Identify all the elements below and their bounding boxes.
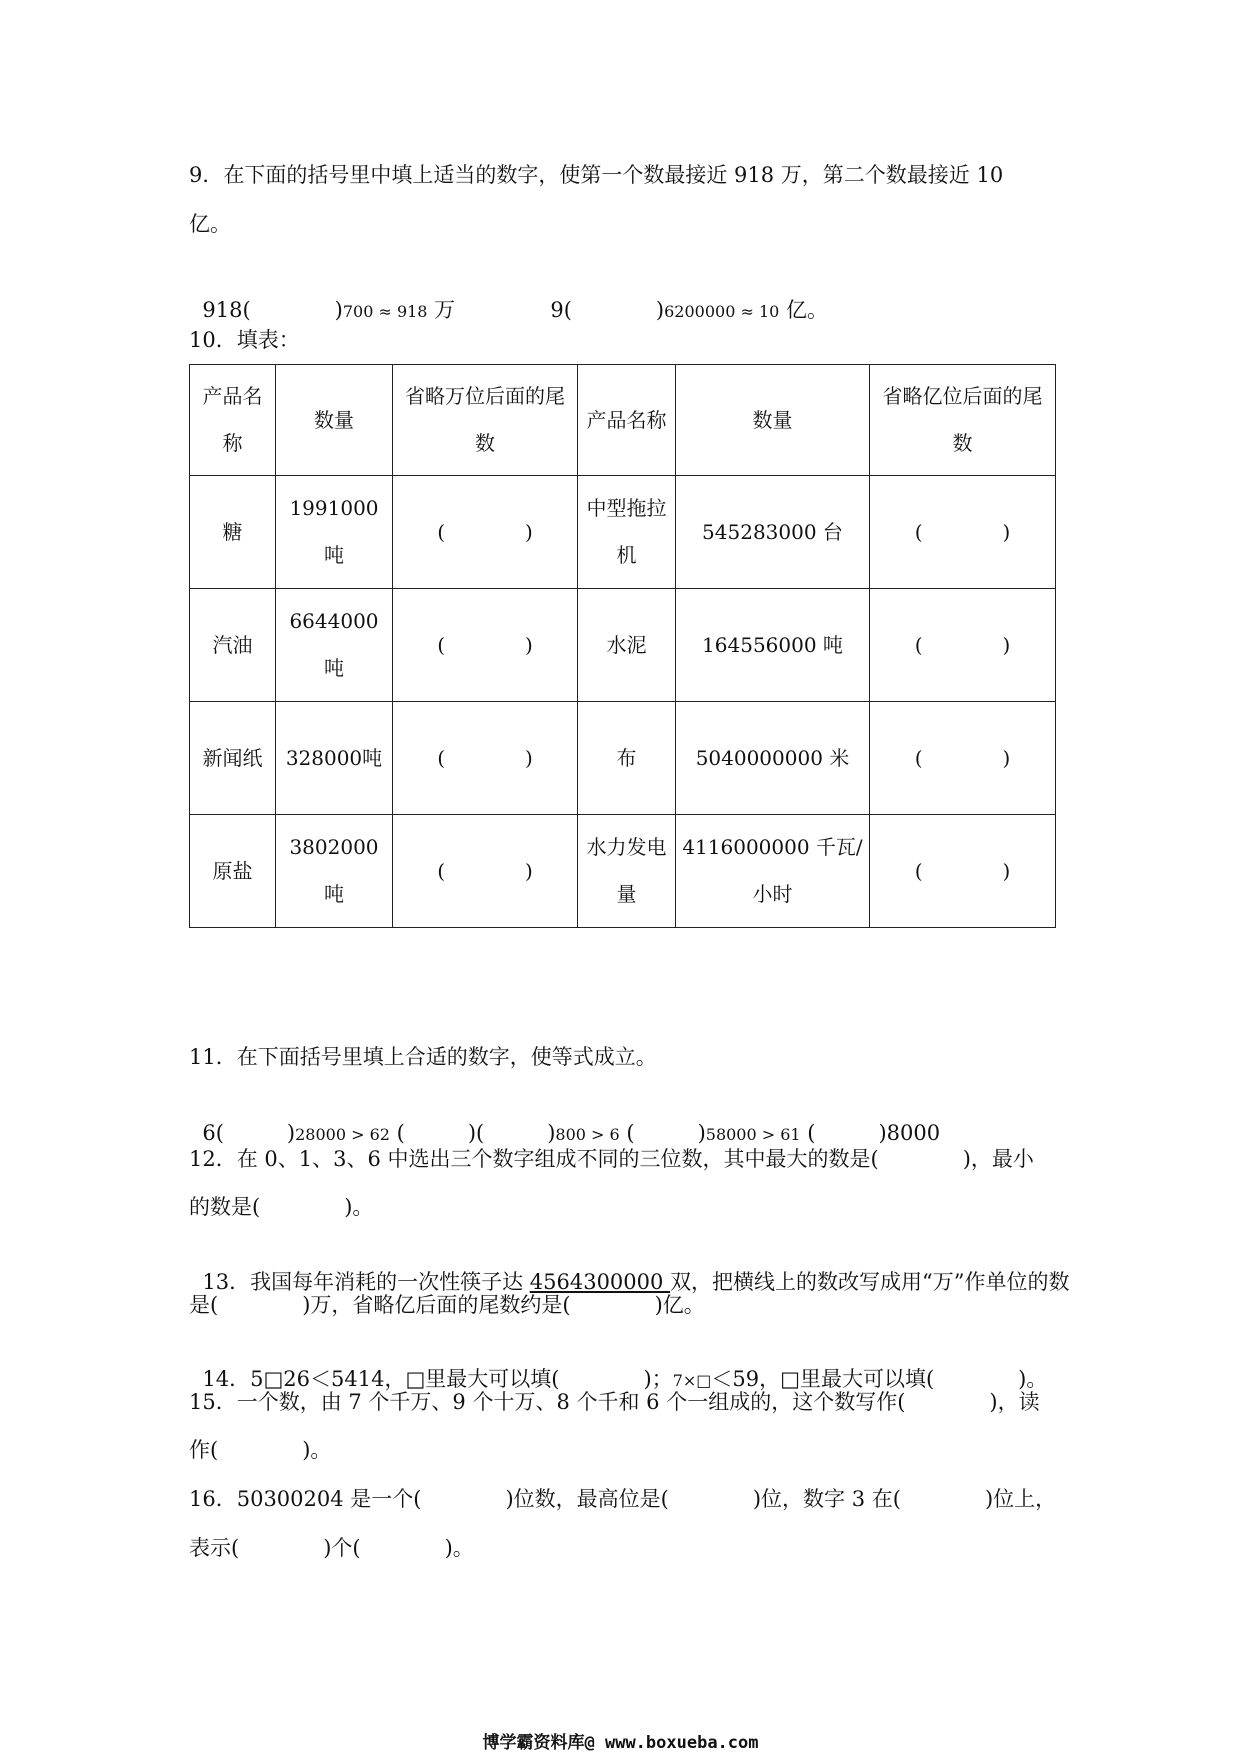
answer-blank[interactable]: ( ) — [870, 589, 1056, 702]
q9-line2: 亿。 — [189, 212, 231, 236]
q14-part-c: ＜59，□里最大可以填( )。 — [711, 1367, 1048, 1391]
q16-line1: 16．50300204 是一个( )位数，最高位是( )位，数字 3 在( )位上， — [189, 1487, 1057, 1511]
q14-part-b: 7×□ — [672, 1371, 712, 1390]
q9-line1: 9．在下面的括号里中填上适当的数字，使第一个数最接近 918 万，第二个数最接近 10 — [189, 163, 1004, 187]
q15-line1: 15．一个数，由 7 个千万、9 个十万、8 个千和 6 个一组成的，这个数写作( )，读 — [189, 1390, 1040, 1414]
q11-equations — [189, 1094, 940, 1148]
table-cell: 545283000 台 — [676, 476, 870, 589]
q9-eq-b-part1: 9( ) — [550, 298, 665, 322]
q10-title: 10．填表： — [189, 328, 300, 352]
table-cell: 1991000吨 — [276, 476, 393, 589]
header-cell: 省略亿位后面的尾数 — [870, 365, 1056, 476]
q14-line — [189, 1340, 1047, 1394]
product-table — [189, 364, 1056, 928]
q12-line2: 的数是( )。 — [189, 1195, 374, 1219]
header-cell: 数量 — [676, 365, 870, 476]
table-cell: 新闻纸 — [190, 702, 276, 815]
q13-post: 双，把横线上的数改写成用“万”作单位的数 — [670, 1270, 1070, 1294]
table-cell: 汽油 — [190, 589, 276, 702]
q11-part: 6( ) — [202, 1121, 296, 1145]
q11-part: ( )( ) — [389, 1121, 556, 1145]
q13-line1 — [189, 1243, 1070, 1295]
table-row — [190, 589, 1056, 702]
q15-line2: 作( )。 — [189, 1438, 332, 1462]
q9-eq-b-part2: 6200000 ≈ 10 — [664, 302, 780, 321]
q12-line1: 12．在 0、1、3、6 中选出三个数字组成不同的三位数，其中最大的数是( )，最小 — [189, 1147, 1034, 1171]
q11-part: 800 > 6 — [555, 1125, 620, 1144]
table-cell: 5040000000 米 — [676, 702, 870, 815]
table-cell: 164556000 吨 — [676, 589, 870, 702]
q13-line2: 是( )万，省略亿后面的尾数约是( )亿。 — [189, 1293, 705, 1317]
q9-eq-a-part1: 918( ) — [202, 298, 343, 322]
q9-equation-b — [537, 271, 828, 325]
table-cell: 4116000000 千瓦/小时 — [676, 815, 870, 928]
answer-blank[interactable]: ( ) — [393, 589, 578, 702]
q11-part: 58000 > 61 — [705, 1125, 801, 1144]
answer-blank[interactable]: ( ) — [393, 702, 578, 815]
table-header-row — [190, 365, 1056, 476]
q9-equation-a — [189, 271, 455, 325]
q11-line1: 11．在下面括号里填上合适的数字，使等式成立。 — [189, 1045, 657, 1069]
q11-part: ( ) — [619, 1121, 706, 1145]
answer-blank[interactable]: ( ) — [870, 702, 1056, 815]
table-row — [190, 476, 1056, 589]
answer-blank[interactable]: ( ) — [870, 815, 1056, 928]
table-cell: 328000吨 — [276, 702, 393, 815]
header-cell: 省略万位后面的尾数 — [393, 365, 578, 476]
table-cell: 原盐 — [190, 815, 276, 928]
q13-pre: 13．我国每年消耗的一次性筷子达 — [202, 1270, 530, 1294]
table-cell: 糖 — [190, 476, 276, 589]
table-cell: 水力发电量 — [578, 815, 676, 928]
q9-eq-b-part3: 亿。 — [779, 298, 828, 322]
table-cell: 中型拖拉机 — [578, 476, 676, 589]
answer-blank[interactable]: ( ) — [393, 476, 578, 589]
table-row — [190, 815, 1056, 928]
table-cell: 布 — [578, 702, 676, 815]
table-cell: 6644000吨 — [276, 589, 393, 702]
table-cell: 3802000吨 — [276, 815, 393, 928]
q9-eq-a-part2: 700 ≈ 918 — [342, 302, 428, 321]
q11-part: 28000 > 62 — [295, 1125, 390, 1144]
answer-blank[interactable]: ( ) — [870, 476, 1056, 589]
q13-underlined-number: 4564300000 — [529, 1270, 671, 1294]
header-cell: 产品名称 — [578, 365, 676, 476]
footer-watermark: 博学霸资料库@ www.boxueba.com — [482, 1733, 759, 1753]
q14-part-a: 14．5□26＜5414，□里最大可以填( )； — [202, 1367, 673, 1391]
header-cell: 数量 — [276, 365, 393, 476]
q16-line2: 表示( )个( )。 — [189, 1536, 474, 1560]
table-cell: 水泥 — [578, 589, 676, 702]
q9-eq-a-part3: 万 — [427, 298, 456, 322]
q11-part: ( )8000 — [800, 1121, 941, 1145]
table-row — [190, 702, 1056, 815]
header-cell: 产品名称 — [190, 365, 276, 476]
answer-blank[interactable]: ( ) — [393, 815, 578, 928]
